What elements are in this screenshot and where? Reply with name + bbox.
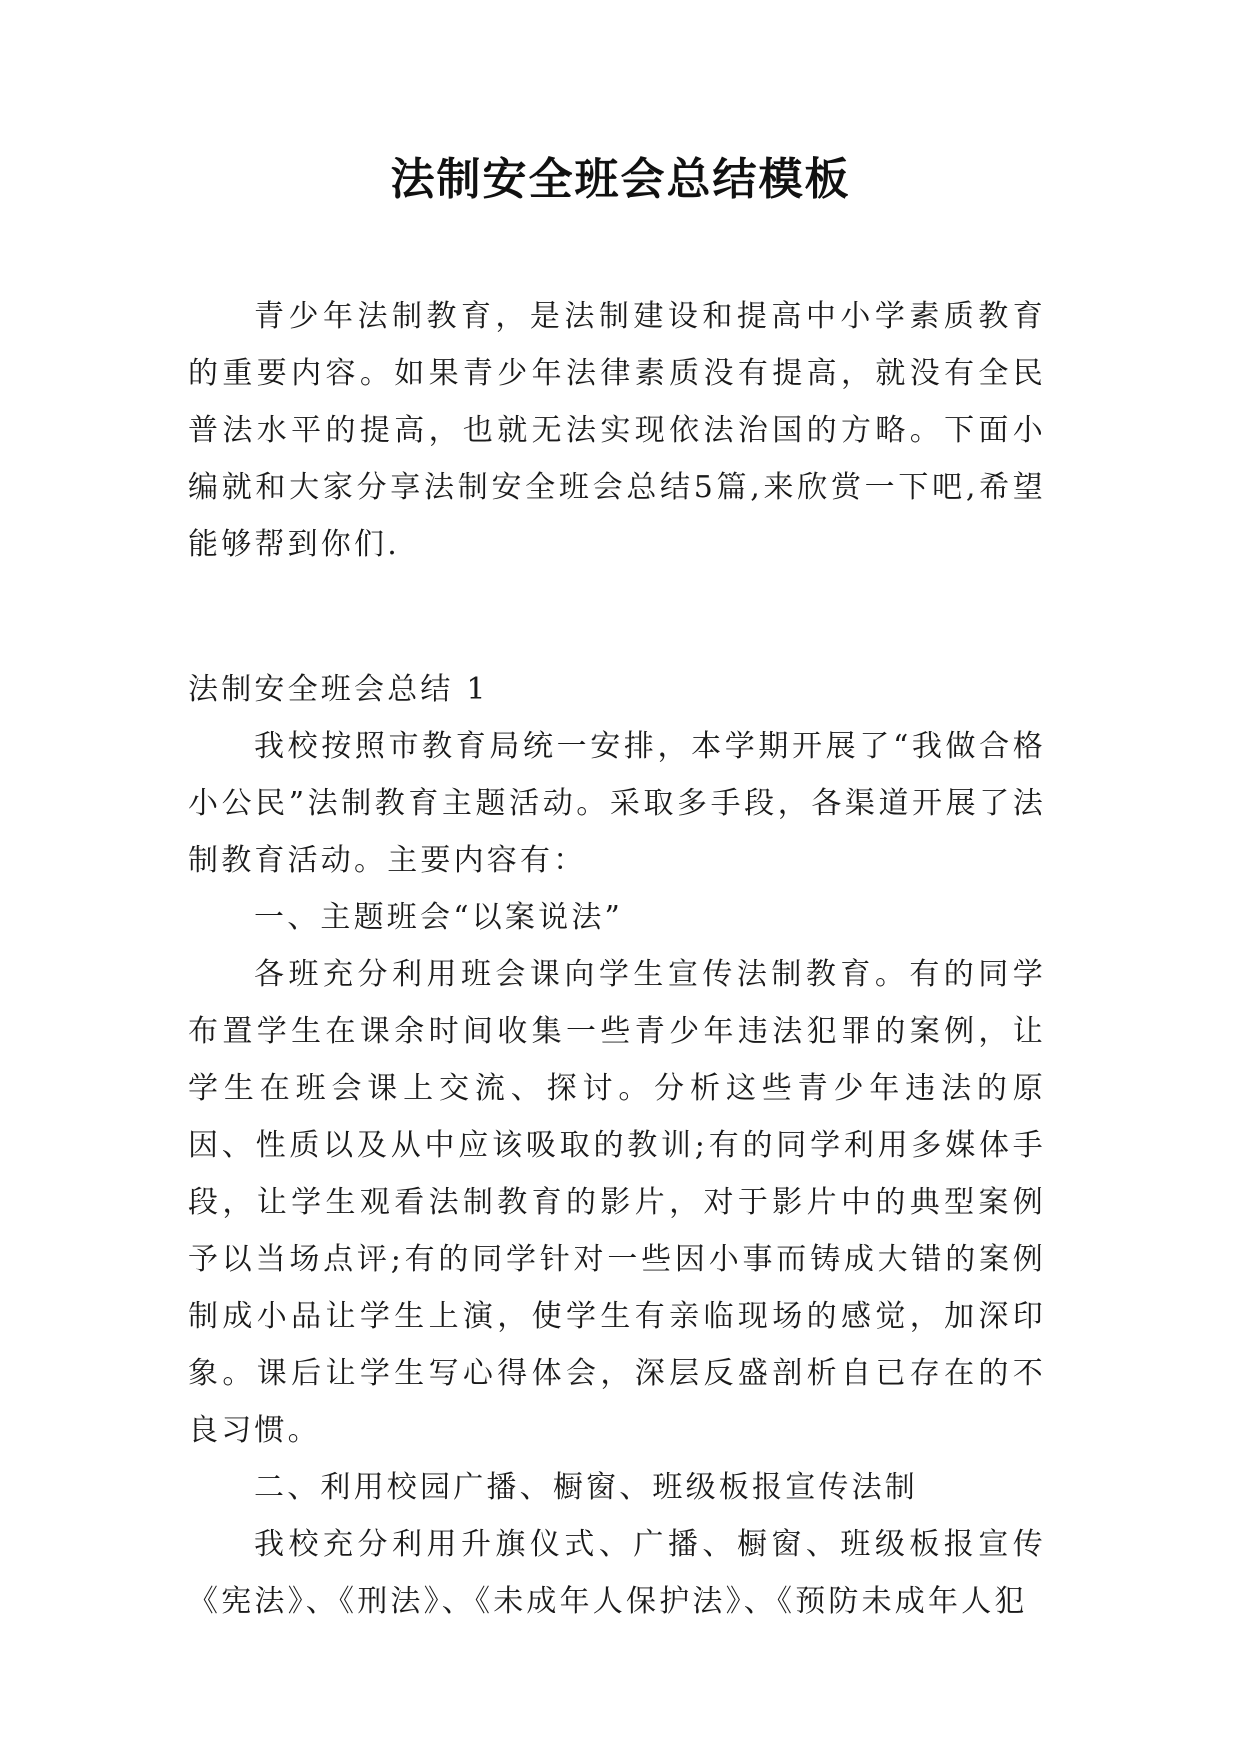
subheading-theme-class-meeting: 一、主题班会“以案说法” [254,900,624,935]
paragraph-activity-overview: 我校按照市教育局统一安排，本学期开展了“我做合格小公民”法制教育主题活动。采取多手段，各渠道开展了法制教育活动。主要内容有： [188,729,1046,878]
intro-paragraph: 青少年法制教育，是法制建设和提高中小学素质教育的重要内容。如果青少年法律素质没有提高，就没有全民普法水平的提高，也就无法实现依法治国的方略。下面小编就和大家分享法制安全班会总结5篇,来欣赏一下吧,希望能够帮到你们. [188,299,1046,562]
subheading-campus-broadcast: 二、利用校园广播、橱窗、班级板报宣传法制 [254,1470,918,1505]
section-heading: 法制安全班会总结 1 [188,672,489,707]
paragraph-campus-broadcast-details: 我校充分利用升旗仪式、广播、橱窗、班级板报宣传《宪法》、《刑法》、《未成年人保护法》、《预防未成年人犯 [188,1527,1046,1619]
document-title: 法制安全班会总结模板 [390,154,851,205]
document-body [188,288,1046,1630]
section-spacer [188,573,1046,661]
paragraph-class-meeting-details: 各班充分利用班会课向学生宣传法制教育。有的同学布置学生在课余时间收集一些青少年违法犯罪的案例，让学生在班会课上交流、探讨。分析这些青少年违法的原因、性质以及从中应该吸取的教训;有的同学利用多媒体手段，让学生观看法制教育的影片，对于影片中的典型案例予以当场点评;有的同学针对一些因小事而铸成大错的案例制成小品让学生上演，使学生有亲临现场的感觉，加深印象。课后让学生写心得体会，深层反盛剖析自已存在的不良习惯。 [188,957,1046,1448]
